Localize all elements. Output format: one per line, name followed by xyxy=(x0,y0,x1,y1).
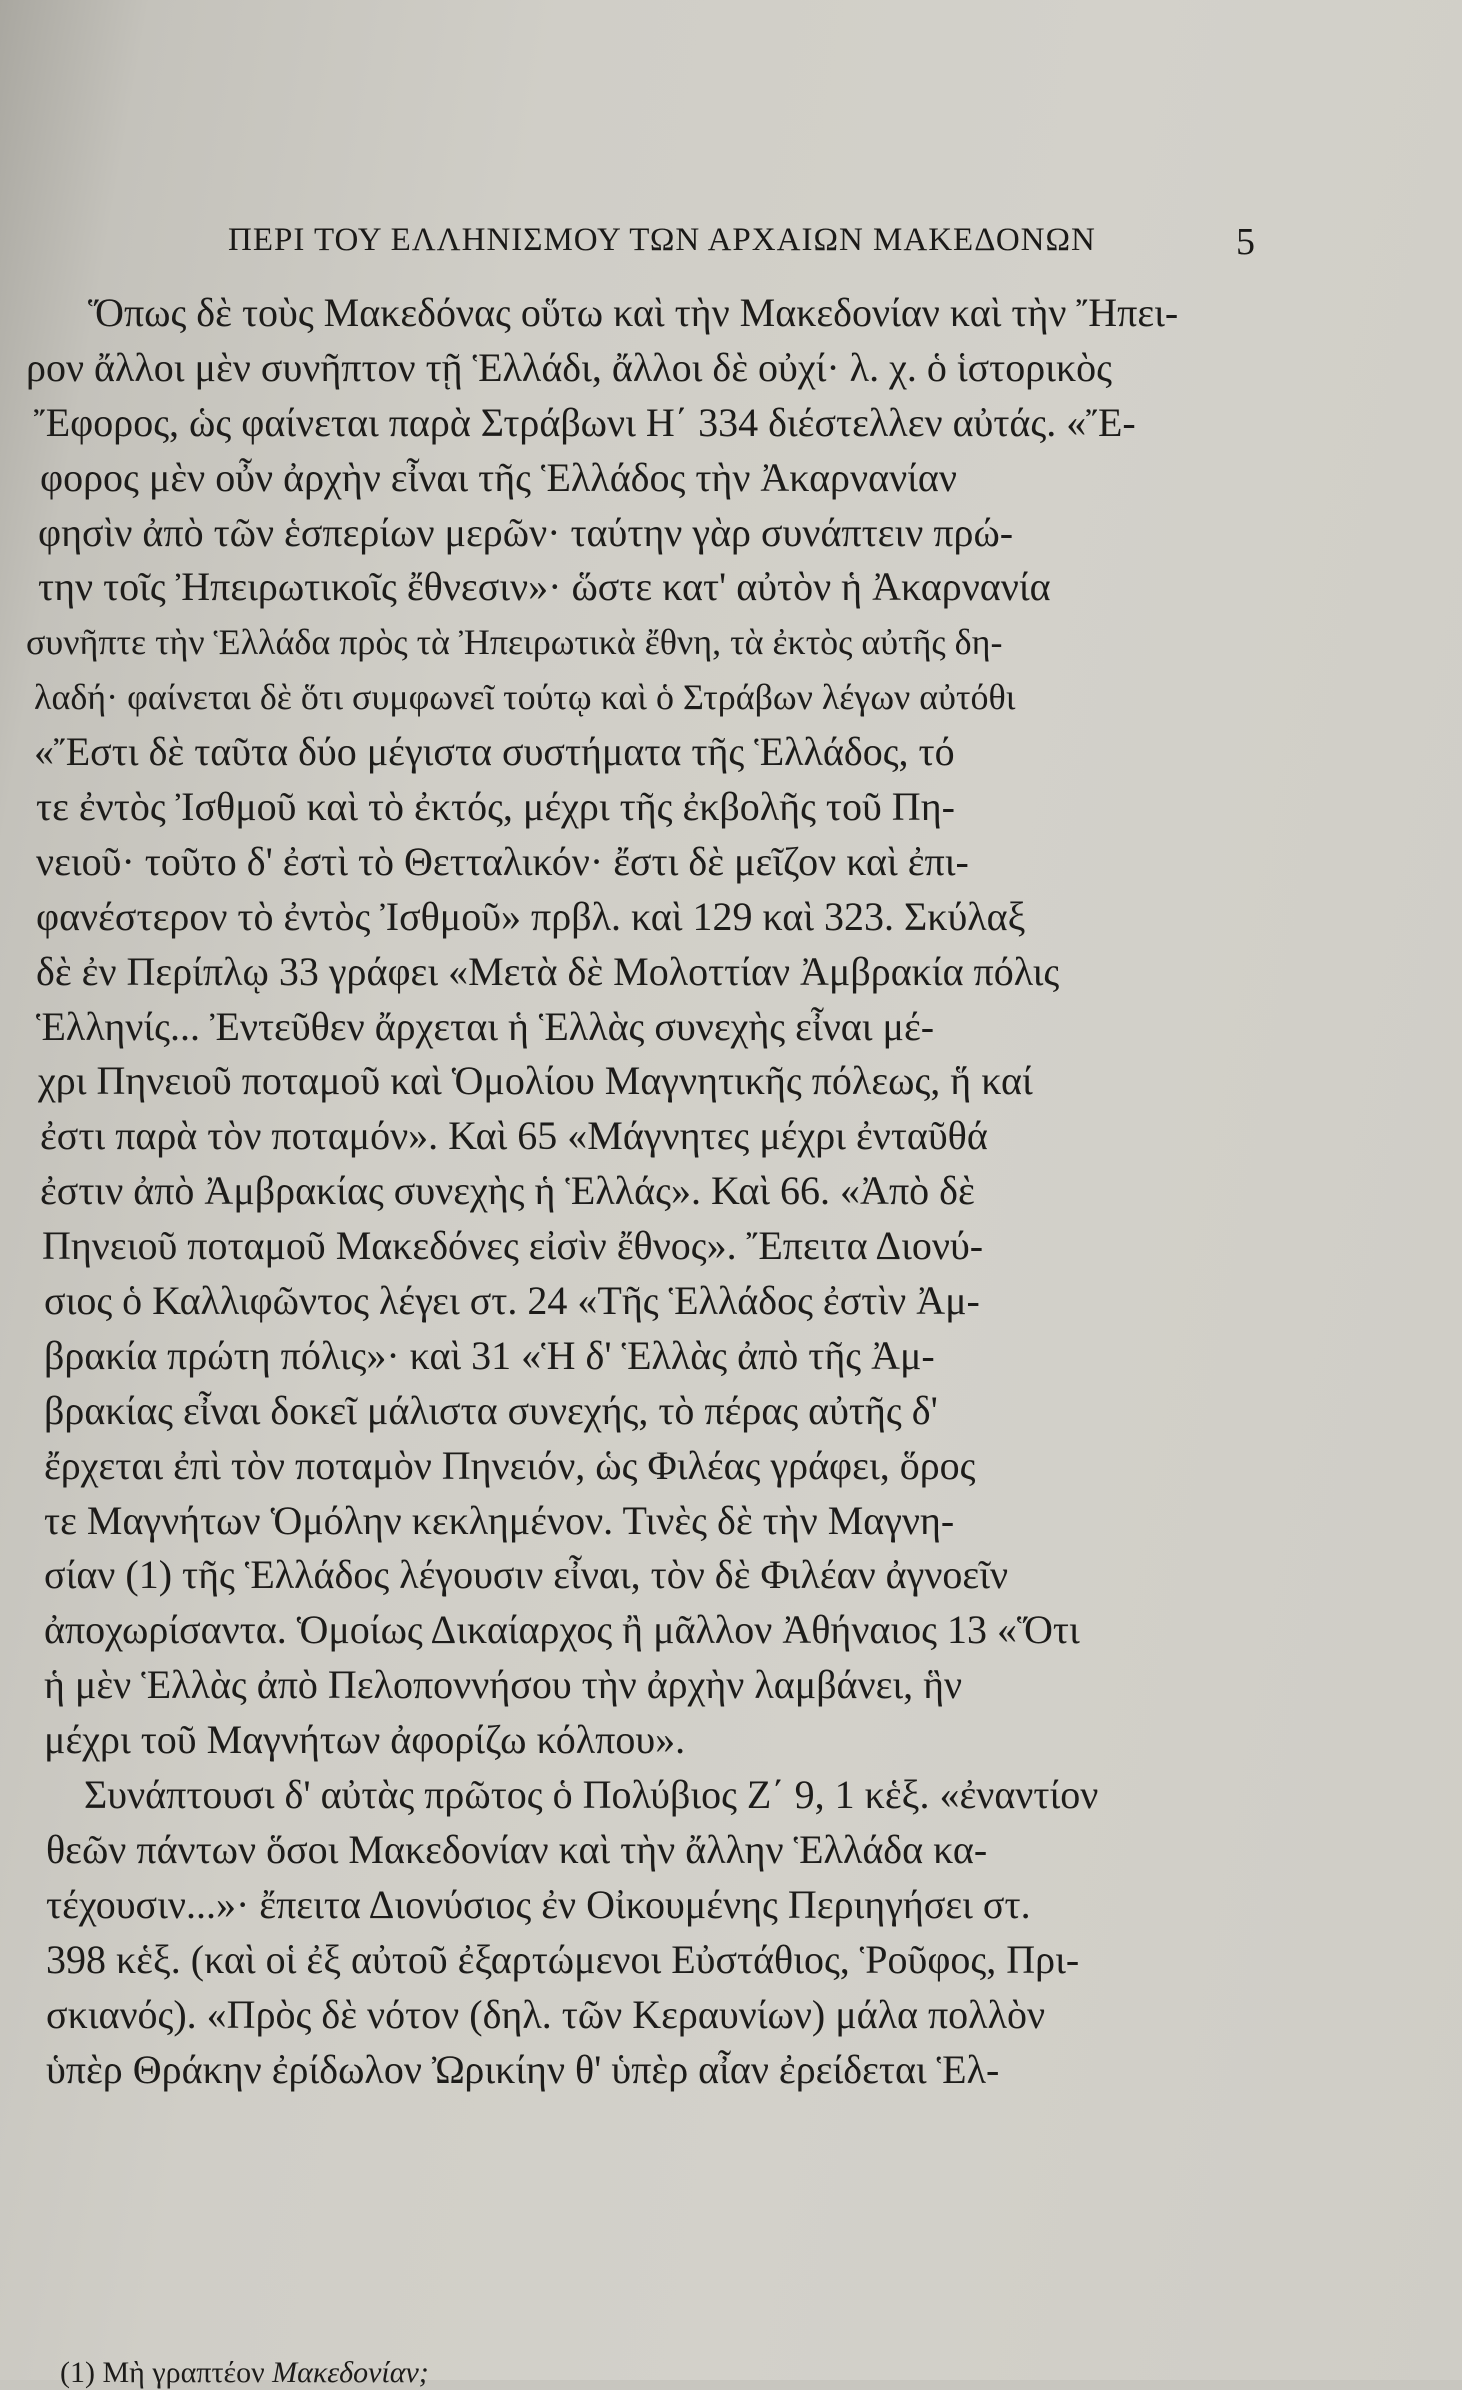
text-line: ὑπὲρ Θράκην ἐρίδωλον Ὠρικίην θ' ὑπὲρ αἶαν ἐρείδεται Ἑλ- xyxy=(46,2046,1000,2092)
text-line: Ἔφορος, ὡς φαίνεται παρὰ Στράβωνι Η΄ 334 διέστελλεν αὐτάς. «Ἔ- xyxy=(34,399,1136,445)
text-line: βρακίας εἶναι δοκεῖ μάλιστα συνεχής, τὸ πέρας αὐτῆς δ' xyxy=(44,1387,938,1433)
page-number: 5 xyxy=(1236,221,1255,263)
text-line: σιος ὁ Καλλιφῶντος λέγει στ. 24 «Τῆς Ἑλλάδος ἐστὶν Ἀμ- xyxy=(44,1278,980,1324)
text-line: θεῶν πάντων ὅσοι Μακεδονίαν καὶ τὴν ἄλλην Ἑλλάδα κα- xyxy=(46,1826,988,1872)
text-line: «Ἔστι δὲ ταῦτα δύο μέγιστα συστήματα τῆς Ἑλλάδος, τό xyxy=(34,729,955,775)
text-line: σίαν (1) τῆς Ἑλλάδος λέγουσιν εἶναι, τὸν δὲ Φιλέαν ἀγνοεῖν xyxy=(44,1552,1009,1598)
text-line: τε ἐντὸς Ἰσθμοῦ καὶ τὸ ἐκτός, μέχρι τῆς ἐκβολῆς τοῦ Πη- xyxy=(36,784,955,830)
text-line: νειοῦ· τοῦτο δ' ἐστὶ τὸ Θετταλικόν· ἔστι δὲ μεῖζον καὶ ἐπι- xyxy=(36,838,969,884)
text-line: τέχουσιν...»· ἔπειτα Διονύσιος ἐν Οἰκουμένης Περιηγήσει στ. xyxy=(46,1881,1031,1927)
footnote-marker: (1) xyxy=(60,2356,95,2389)
text-line: τε Μαγνήτων Ὁμόλην κεκλημένον. Τινὲς δὲ τὴν Μαγνη- xyxy=(44,1497,955,1543)
text-line: 398 κἑξ. (καὶ οἱ ἐξ αὐτοῦ ἐξαρτώμενοι Εὐστάθιος, Ῥοῦφος, Πρι- xyxy=(46,1936,1080,1982)
footnote-divider xyxy=(40,2318,220,2319)
text-line: φησὶν ἀπὸ τῶν ἑσπερίων μερῶν· ταύτην γὰρ συνάπτειν πρώ- xyxy=(38,509,1014,555)
text-line: βρακία πρώτη πόλις»· καὶ 31 «Ἡ δ' Ἑλλὰς ἀπὸ τῆς Ἀμ- xyxy=(44,1332,935,1378)
text-line: ἡ μὲν Ἑλλὰς ἀπὸ Πελοποννήσου τὴν ἀρχὴν λαμβάνει, ἣν xyxy=(44,1662,963,1708)
text-line: Συνάπτουσι δ' αὐτὰς πρῶτος ὁ Πολύβιος Ζ΄ 9, 1 κἑξ. «ἐναντίον xyxy=(84,1772,1099,1818)
text-line: ἐστι παρὰ τὸν ποταμόν». Καὶ 65 «Μάγνητες μέχρι ἐνταῦθά xyxy=(40,1113,988,1159)
footnote-text: Μὴ γραπτέον xyxy=(102,2356,265,2389)
body-text xyxy=(26,286,1266,2097)
text-line: την τοῖς Ἠπειρωτικοῖς ἔθνεσιν»· ὥστε κατ' αὐτὸν ἡ Ἀκαρνανία xyxy=(38,564,1051,610)
text-line: χρι Πηνειοῦ ποταμοῦ καὶ Ὁμολίου Μαγνητικῆς πόλεως, ἥ καί xyxy=(38,1058,1033,1104)
text-line: φανέστερον τὸ ἐντὸς Ἰσθμοῦ» πρβλ. καὶ 129 καὶ 323. Σκύλαξ xyxy=(36,893,1026,939)
footnote xyxy=(60,2356,429,2390)
text-line: λαδή· φαίνεται δὲ ὅτι συμφωνεῖ τούτῳ καὶ ὁ Στράβων λέγων αὐτόθι xyxy=(34,677,1016,718)
text-line: ἔρχεται ἐπὶ τὸν ποταμὸν Πηνειόν, ὡς Φιλέας γράφει, ὅρος xyxy=(44,1442,976,1488)
text-line: φορος μὲν οὖν ἀρχὴν εἶναι τῆς Ἑλλάδος τὴν Ἀκαρνανίαν xyxy=(40,454,957,500)
text-line: Ὅπως δὲ τοὺς Μακεδόνας οὕτω καὶ τὴν Μακεδονίαν καὶ τὴν Ἤπει- xyxy=(88,290,1179,335)
running-title: ΠΕΡΙ ΤΟΥ ΕΛΛΗΝΙΣΜΟΥ ΤΩΝ ΑΡΧΑΙΩΝ ΜΑΚΕΔΟΝΩΝ xyxy=(228,222,1096,258)
footnote-emphasis: Μακεδονίαν; xyxy=(272,2356,429,2389)
text-line: ρον ἄλλοι μὲν συνῆπτον τῇ Ἑλλάδι, ἄλλοι δὲ οὐχί· λ. χ. ὁ ἱστορικὸς xyxy=(26,344,1112,390)
text-line: μέχρι τοῦ Μαγνήτων ἀφορίζω κόλπου». xyxy=(44,1717,686,1763)
text-line: Ἑλληνίς... Ἐντεῦθεν ἄρχεται ἡ Ἑλλὰς συνεχὴς εἶναι μέ- xyxy=(36,1003,935,1049)
text-line: συνῆπτε τὴν Ἑλλάδα πρὸς τὰ Ἠπειρωτικὰ ἔθνη, τὰ ἐκτὸς αὐτῆς δη- xyxy=(26,622,1003,663)
text-line: δὲ ἐν Περίπλῳ 33 γράφει «Μετὰ δὲ Μολοττίαν Ἀμβρακία πόλις xyxy=(36,948,1060,994)
text-line: Πηνειοῦ ποταμοῦ Μακεδόνες εἰσὶν ἔθνος». Ἔπειτα Διονύ- xyxy=(42,1223,984,1269)
text-line: ἐστιν ἀπὸ Ἀμβρακίας συνεχὴς ἡ Ἑλλάς». Καὶ 66. «Ἀπὸ δὲ xyxy=(40,1168,975,1214)
text-line: σκιανός). «Πρὸς δὲ νότον (δηλ. τῶν Κεραυνίων) μάλα πολλὸν xyxy=(46,1991,1046,2037)
text-line: ἀποχωρίσαντα. Ὁμοίως Δικαίαρχος ἢ μᾶλλον Ἀθήναιος 13 «Ὅτι xyxy=(44,1607,1080,1653)
